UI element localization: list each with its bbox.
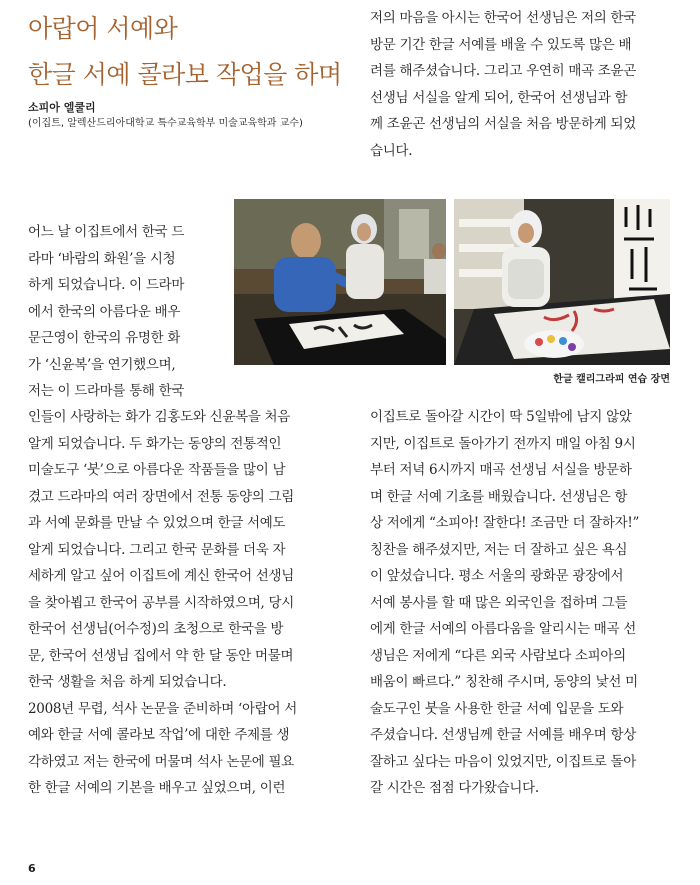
text-line: 문근영이 한국의 유명한 화 bbox=[28, 330, 181, 346]
text-line: 며 한글 서예 기초를 배웠습니다. 선생님은 항 bbox=[370, 488, 628, 505]
text-line: 이집트로 돌아갈 시간이 딱 5일밖에 남지 않았 bbox=[370, 409, 632, 425]
title-line-1: 아랍어 서예와 bbox=[28, 14, 178, 43]
text-line: 이 앞섰습니다. 평소 서울의 광화문 광장에서 bbox=[370, 568, 624, 584]
calligraphy-photo-2 bbox=[454, 199, 670, 365]
text-line: 에서 한국의 아름다운 배우 bbox=[28, 303, 181, 320]
author-name: 소피아 엘쿨리 bbox=[28, 101, 96, 114]
text-line: 술도구인 붓을 사용한 한글 서예 입문을 도와 bbox=[370, 700, 624, 717]
text-line: 2008년 무렵, 석사 논문을 준비하며 ‘아랍어 서 bbox=[28, 700, 297, 717]
text-line: 하게 되었습니다. 이 드라마 bbox=[28, 277, 185, 293]
page-number: 6 bbox=[28, 862, 36, 875]
photo-pair bbox=[234, 199, 670, 365]
text-line: 알게 되었습니다. 그리고 한국 문화를 더욱 자 bbox=[28, 541, 286, 558]
text-line: 방문 기간 한글 서예를 배울 수 있도록 많은 배 bbox=[370, 36, 632, 53]
text-line: 문, 한국어 선생님 집에서 약 한 달 동안 머물며 bbox=[28, 647, 294, 664]
text-line: 과 서예 문화를 만날 수 있었으며 한글 서예도 bbox=[28, 515, 286, 531]
right-column bbox=[370, 404, 670, 802]
calligraphy-photo-1 bbox=[234, 199, 446, 365]
text-line: 가 ‘신윤복’을 연기했으며, bbox=[28, 356, 176, 373]
text-line: 라마 ‘바람의 화원’을 시청 bbox=[28, 250, 176, 267]
text-line: 저는 이 드라마를 통해 한국 bbox=[28, 383, 185, 399]
text-line: 겼고 드라마의 여러 장면에서 전통 동양의 그림 bbox=[28, 488, 295, 505]
photo-illustration-1 bbox=[234, 199, 446, 365]
text-line: 알게 되었습니다. 두 화가는 동양의 전통적인 bbox=[28, 435, 282, 452]
text-line: 인들이 사랑하는 화가 김홍도와 신윤복을 처음 bbox=[28, 409, 291, 425]
text-line: 려를 해주셨습니다. 그리고 우연히 매곡 조윤곤 bbox=[370, 63, 637, 79]
text-line: 상 저에게 “소피아! 잘한다! 조금만 더 잘하자!” bbox=[370, 515, 640, 531]
text-line: 배움이 빠르다.” 칭찬해 주시며, 동양의 낯선 미 bbox=[370, 674, 638, 690]
text-line: 에게 한글 서예의 아름다움을 알리시는 매곡 선 bbox=[370, 621, 637, 637]
left-column bbox=[28, 404, 336, 802]
text-line: 저의 마음을 아시는 한국어 선생님은 저의 한국 bbox=[370, 10, 637, 26]
photo-caption: 한글 캘리그라피 연습 장면 bbox=[553, 374, 670, 385]
text-line: 칭찬을 해주셨지만, 저는 더 잘하고 싶은 욕심 bbox=[370, 541, 628, 558]
text-line: 각하였고 저는 한국에 머물며 석사 논문에 필요 bbox=[28, 753, 295, 770]
text-line: 께 조윤곤 선생님의 서실을 처음 방문하게 되었 bbox=[370, 116, 637, 132]
text-line: 한국 생활을 처음 하게 되었습니다. bbox=[28, 674, 227, 690]
text-line: 서예 봉사를 할 때 많은 외국인을 접하며 그들 bbox=[370, 594, 628, 611]
text-line: 선생님 서실을 알게 되어, 한국어 선생님과 함 bbox=[370, 89, 628, 106]
text-line: 습니다. bbox=[370, 142, 413, 159]
text-line: 한 한글 서예의 기본을 배우고 싶었으며, 이런 bbox=[28, 780, 286, 796]
article-title bbox=[28, 6, 358, 98]
photo-illustration-2 bbox=[454, 199, 670, 365]
left-narrow-column bbox=[28, 219, 204, 405]
text-line: 생님은 저에게 “다른 외국 사람보다 소피아의 bbox=[370, 647, 626, 664]
text-line: 잘하고 싶다는 마음이 있었지만, 이집트로 돌아 bbox=[370, 753, 637, 770]
text-line: 지만, 이집트로 돌아가기 전까지 매일 아침 9시 bbox=[370, 435, 636, 452]
title-line-2: 한글 서예 콜라보 작업을 하며 bbox=[28, 60, 342, 89]
author-block bbox=[28, 100, 303, 132]
text-line: 주셨습니다. 선생님께 한글 서예를 배우며 항상 bbox=[370, 727, 637, 743]
top-right-column bbox=[370, 5, 670, 164]
text-line: 어느 날 이집트에서 한국 드 bbox=[28, 224, 185, 240]
text-line: 한국어 선생님(어수정)의 초청으로 한국을 방 bbox=[28, 621, 284, 637]
author-affiliation: (이집트, 알렉산드리아대학교 특수교육학부 미술교육학과 교수) bbox=[28, 118, 303, 129]
text-line: 부터 저녁 6시까지 매곡 선생님 서실을 방문하 bbox=[370, 462, 632, 478]
text-line: 미술도구 ‘붓’으로 아름다운 작품들을 많이 남 bbox=[28, 462, 286, 478]
text-line: 세하게 알고 싶어 이집트에 계신 한국어 선생님 bbox=[28, 568, 295, 584]
text-line: 예와 한글 서예 콜라보 작업’에 대한 주제를 생 bbox=[28, 727, 290, 743]
text-line: 갈 시간은 점점 다가왔습니다. bbox=[370, 780, 539, 796]
text-line: 을 찾아뵙고 한국어 공부를 시작하였으며, 당시 bbox=[28, 594, 295, 611]
